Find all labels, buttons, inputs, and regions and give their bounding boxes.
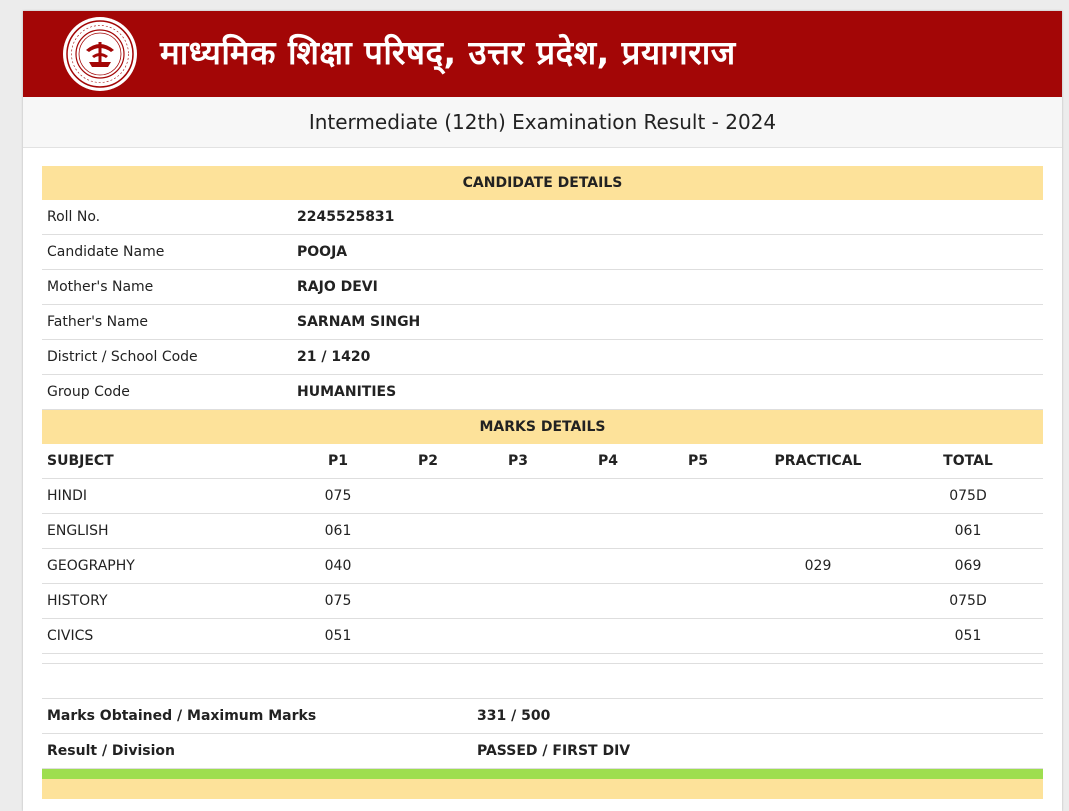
cell-subject: CIVICS — [47, 628, 94, 644]
blank-row — [42, 664, 1043, 699]
detail-value: POOJA — [297, 244, 348, 260]
cell-subject: HISTORY — [47, 593, 108, 609]
detail-label: Roll No. — [47, 209, 101, 225]
cell-total: 069 — [954, 558, 982, 574]
cell-practical: 029 — [804, 558, 832, 574]
header-banner — [23, 11, 1062, 97]
candidate-details-list — [42, 200, 1043, 410]
cell-total: 075D — [949, 488, 987, 504]
footer-bar — [42, 779, 1043, 799]
up-board-seal-icon — [62, 16, 138, 92]
detail-value: SARNAM SINGH — [297, 314, 421, 330]
candidate-detail-row — [42, 305, 1043, 340]
detail-value: RAJO DEVI — [297, 279, 378, 295]
column-header-p1: P1 — [327, 453, 349, 469]
column-header-practical: PRACTICAL — [774, 453, 862, 469]
cell-p1: 075 — [324, 488, 352, 504]
result-division-label: Result / Division — [47, 743, 175, 759]
column-header-p5: P5 — [687, 453, 709, 469]
result-card — [23, 11, 1062, 811]
cell-subject: HINDI — [47, 488, 88, 504]
column-header-p4: P4 — [597, 453, 619, 469]
marks-details-header: MARKS DETAILS — [42, 410, 1043, 444]
candidate-detail-row — [42, 235, 1043, 270]
candidate-detail-row — [42, 340, 1043, 375]
cell-subject: GEOGRAPHY — [47, 558, 135, 574]
column-header-subject: SUBJECT — [47, 453, 114, 469]
cell-subject: ENGLISH — [47, 523, 109, 539]
detail-value: HUMANITIES — [297, 384, 397, 400]
marks-row — [42, 549, 1043, 584]
candidate-detail-row — [42, 270, 1043, 305]
detail-value: 2245525831 — [297, 209, 395, 225]
column-header-p2: P2 — [417, 453, 439, 469]
detail-label: Father's Name — [47, 314, 148, 330]
marks-table — [42, 444, 1043, 654]
marks-header-row — [42, 444, 1043, 479]
column-header-p3: P3 — [507, 453, 529, 469]
marks-row — [42, 619, 1043, 654]
marks-row — [42, 514, 1043, 549]
cell-p1: 051 — [324, 628, 352, 644]
cell-total: 061 — [954, 523, 982, 539]
exam-subtitle: Intermediate (12th) Examination Result - 2024 — [23, 97, 1062, 148]
marks-obtained-row — [42, 699, 1043, 734]
board-name-title: माध्यमिक शिक्षा परिषद्, उत्तर प्रदेश, प्रयागराज — [160, 33, 736, 72]
cell-p1: 075 — [324, 593, 352, 609]
marks-obtained-value: 331 / 500 — [477, 708, 551, 724]
candidate-detail-row — [42, 375, 1043, 410]
detail-label: Group Code — [47, 384, 130, 400]
result-division-value: PASSED / FIRST DIV — [477, 743, 631, 759]
marks-row — [42, 479, 1043, 514]
pass-status-bar — [42, 769, 1043, 779]
detail-label: Candidate Name — [47, 244, 165, 260]
cell-p1: 061 — [324, 523, 352, 539]
detail-value: 21 / 1420 — [297, 349, 371, 365]
result-content — [42, 166, 1043, 799]
cell-total: 051 — [954, 628, 982, 644]
detail-label: Mother's Name — [47, 279, 154, 295]
marks-row — [42, 584, 1043, 619]
cell-p1: 040 — [324, 558, 352, 574]
cell-total: 075D — [949, 593, 987, 609]
column-header-total: TOTAL — [943, 453, 993, 469]
detail-label: District / School Code — [47, 349, 198, 365]
candidate-details-header: CANDIDATE DETAILS — [42, 166, 1043, 200]
result-division-row — [42, 734, 1043, 769]
candidate-detail-row — [42, 200, 1043, 235]
marks-obtained-label: Marks Obtained / Maximum Marks — [47, 708, 317, 724]
table-divider — [42, 654, 1043, 664]
